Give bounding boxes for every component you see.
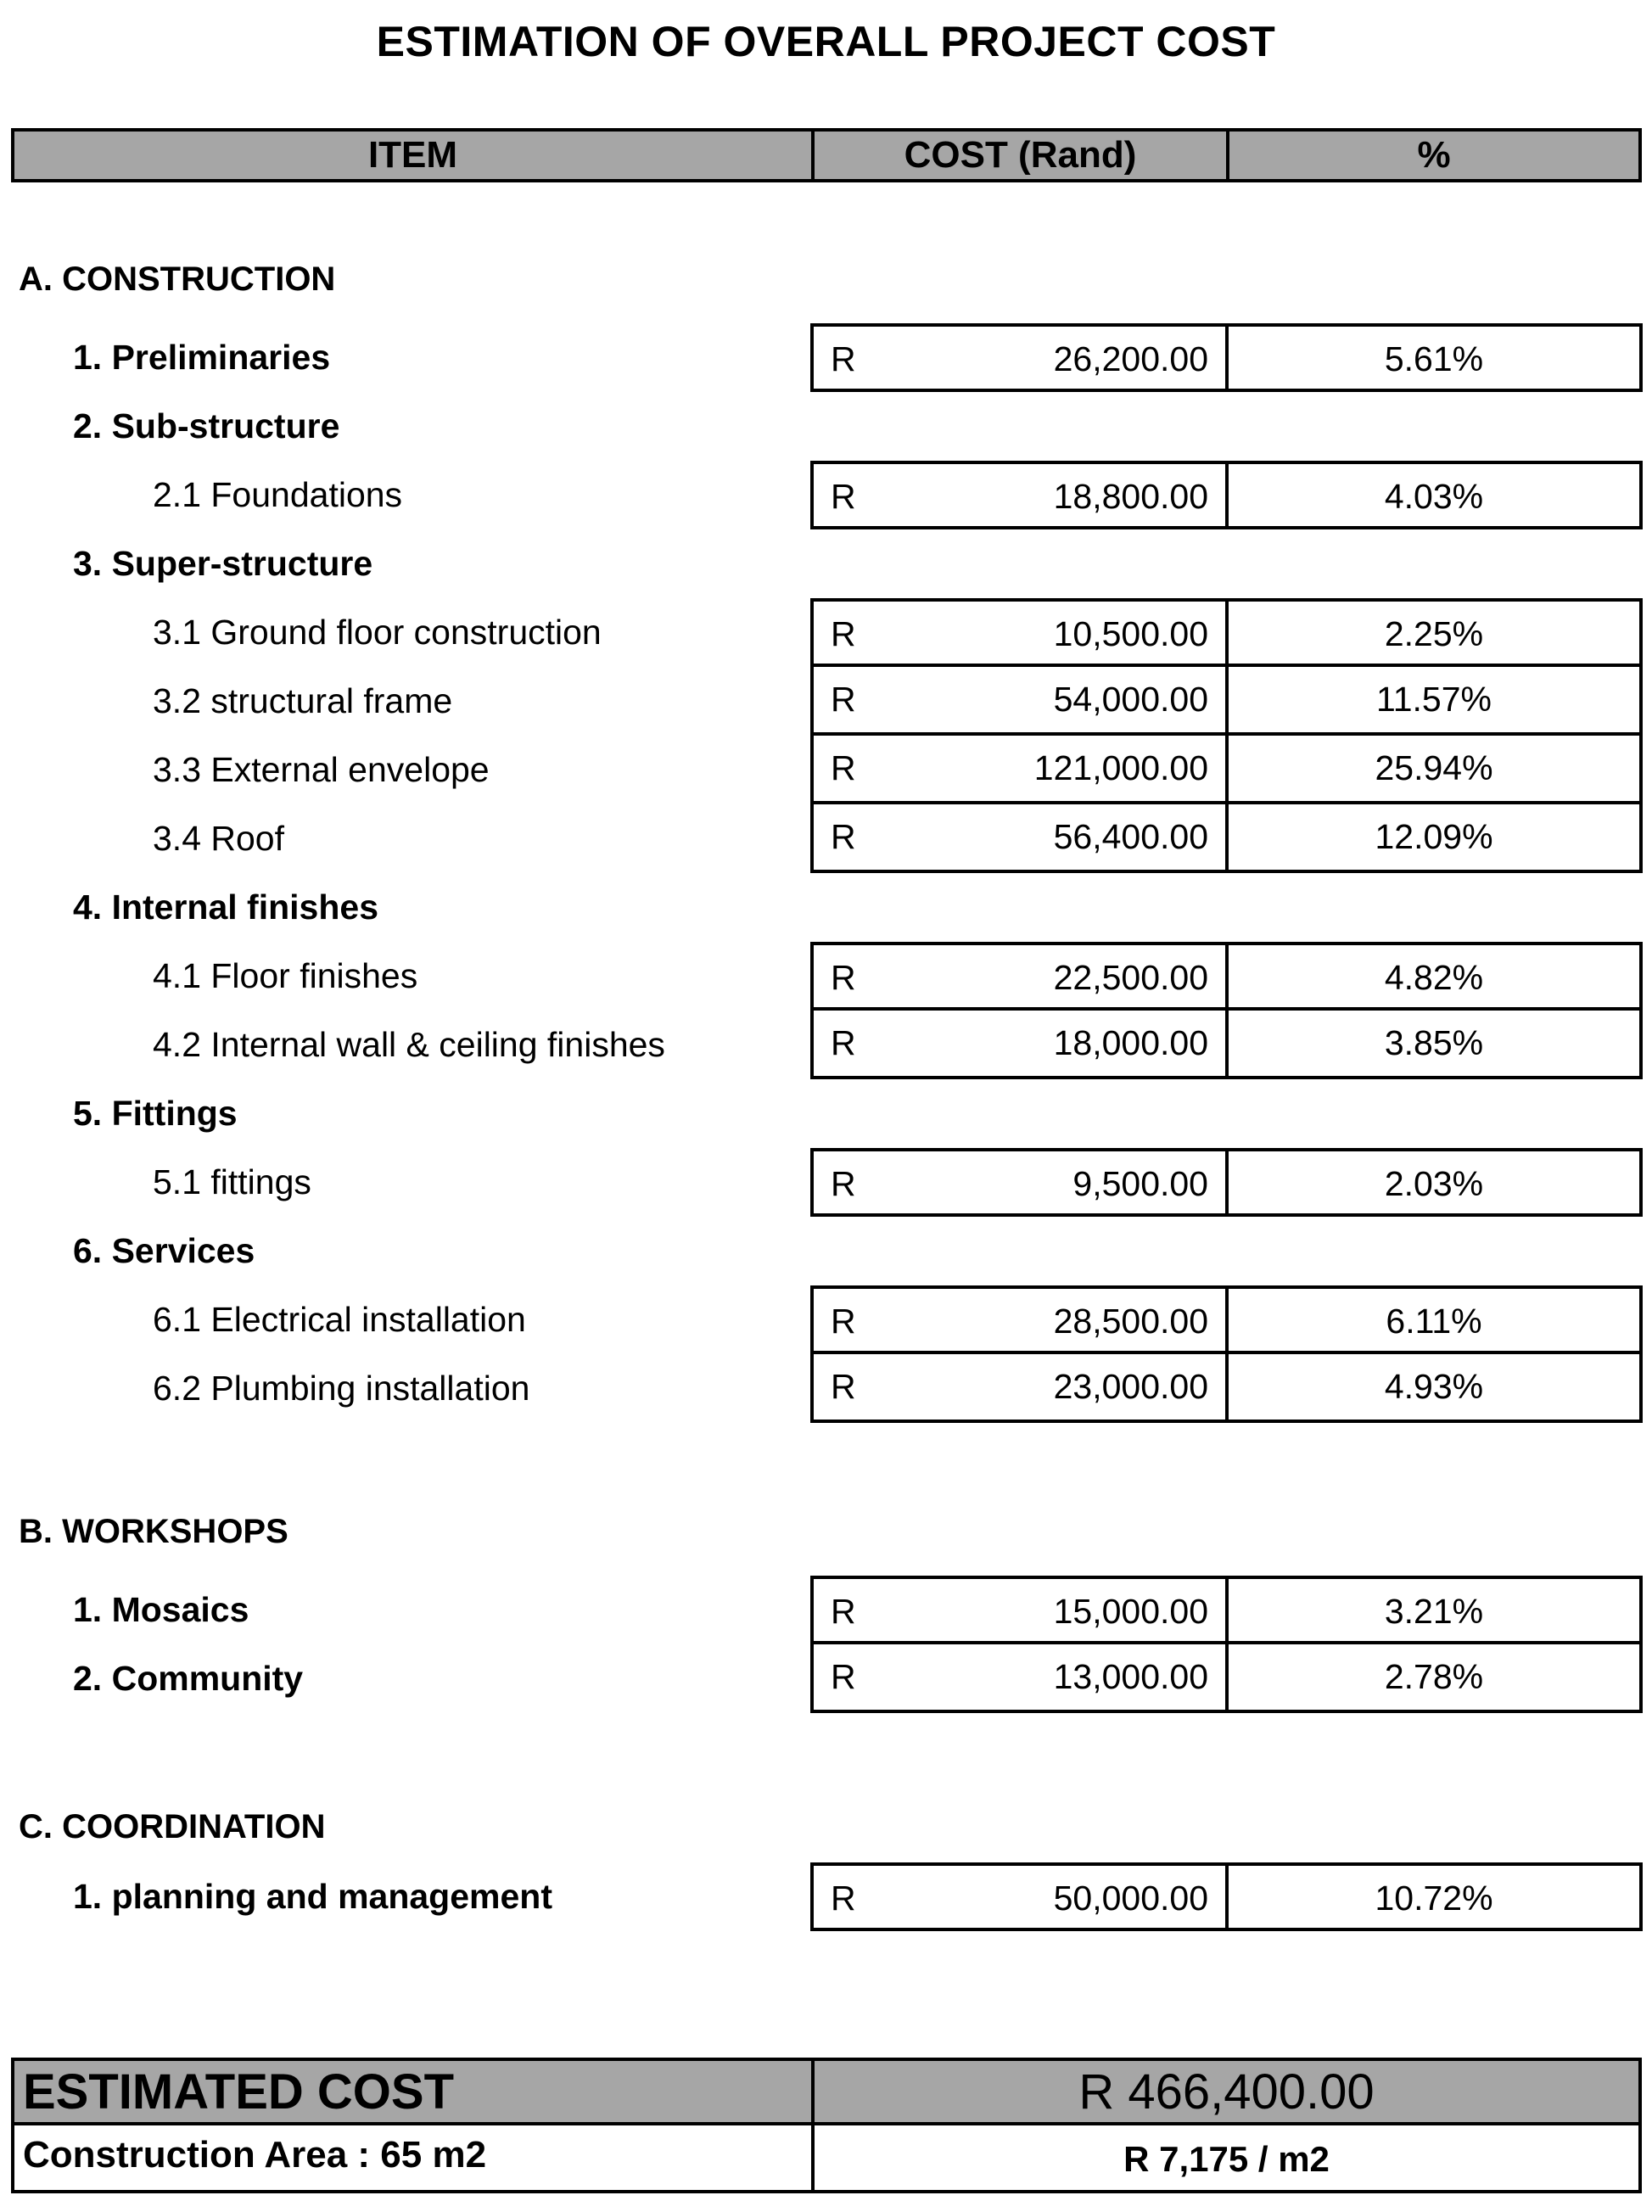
percent-value: 25.94%: [1375, 748, 1493, 787]
currency-symbol: R: [831, 1367, 856, 1406]
table-row: [0, 461, 1652, 529]
table-row: [0, 529, 1652, 598]
percent-value: 2.78%: [1384, 1657, 1484, 1696]
row-values: [810, 323, 1643, 392]
row-values: [810, 804, 1643, 873]
table-row: [0, 804, 1652, 873]
cost-value: 54,000.00: [1053, 680, 1208, 719]
currency-symbol: R: [831, 817, 856, 856]
table-row: [0, 736, 1652, 804]
row-label: 4. Internal finishes: [73, 888, 378, 927]
percent-value: 10.72%: [1375, 1879, 1493, 1918]
cost-cell: [814, 1866, 1229, 1928]
estimated-cost-row: [11, 2058, 1642, 2125]
percent-value: 4.93%: [1384, 1367, 1484, 1406]
cost-cell: [814, 945, 1229, 1007]
row-values: [810, 598, 1643, 667]
table-row: [0, 942, 1652, 1011]
cost-cell: [814, 1644, 1229, 1710]
section-heading: A. CONSTRUCTION: [19, 260, 336, 298]
cost-value: 121,000.00: [1033, 748, 1208, 787]
cost-value: 18,000.00: [1053, 1023, 1208, 1062]
table-row: [0, 1285, 1652, 1354]
cost-cell: [814, 1011, 1229, 1076]
currency-symbol: R: [831, 339, 856, 378]
row-label: 3. Super-structure: [73, 544, 373, 583]
percent-value: 2.25%: [1384, 614, 1484, 653]
table-header: [11, 128, 1642, 182]
row-values: [810, 461, 1643, 529]
cost-value: 26,200.00: [1053, 339, 1208, 378]
cost-cell: [814, 602, 1229, 664]
cost-cell: [814, 804, 1229, 870]
table-row: [0, 1576, 1652, 1644]
cost-value: 18,800.00: [1053, 477, 1208, 516]
table-row: [0, 1217, 1652, 1285]
row-values: [810, 1354, 1643, 1423]
row-label: 1. Mosaics: [73, 1590, 249, 1629]
table-row: [0, 323, 1652, 392]
cost-cell: [814, 1354, 1229, 1420]
cost-value: 56,400.00: [1053, 817, 1208, 856]
row-values: [810, 1576, 1643, 1644]
row-values: [810, 1285, 1643, 1354]
header-item: ITEM: [14, 132, 815, 179]
cost-cell: [814, 464, 1229, 526]
table-row: [0, 1011, 1652, 1079]
row-label: 3.2 structural frame: [153, 681, 453, 720]
construction-area-label: Construction Area : 65 m2: [14, 2125, 815, 2190]
section-heading: B. WORKSHOPS: [19, 1513, 288, 1550]
currency-symbol: R: [831, 1302, 856, 1341]
table-row: [0, 1148, 1652, 1217]
currency-symbol: R: [831, 958, 856, 997]
estimated-cost-label: ESTIMATED COST: [14, 2061, 815, 2122]
header-percent: %: [1417, 134, 1451, 176]
table-row: [0, 1644, 1652, 1713]
row-label: 2.1 Foundations: [153, 475, 403, 514]
cost-cell: [814, 667, 1229, 732]
row-values: [810, 1644, 1643, 1713]
row-label: 6. Services: [73, 1231, 255, 1270]
cost-cell: [814, 1289, 1229, 1351]
percent-value: 11.57%: [1375, 680, 1492, 719]
construction-area-row: [11, 2125, 1642, 2193]
table-row: [0, 1354, 1652, 1423]
table-row: [0, 392, 1652, 461]
cost-value: 10,500.00: [1053, 614, 1208, 653]
percent-value: 4.03%: [1384, 477, 1484, 516]
row-label: 6.2 Plumbing installation: [153, 1369, 530, 1408]
row-values: [810, 942, 1643, 1011]
cost-value: 13,000.00: [1053, 1657, 1208, 1696]
row-label: 5.1 fittings: [153, 1162, 311, 1201]
row-label: 3.1 Ground floor construction: [153, 613, 602, 652]
row-label: 4.1 Floor finishes: [153, 956, 418, 995]
row-label: 1. Preliminaries: [73, 338, 331, 377]
page-title: ESTIMATION OF OVERALL PROJECT COST: [376, 18, 1276, 65]
currency-symbol: R: [831, 1592, 856, 1631]
cost-cell: [814, 736, 1229, 801]
table-row: [0, 873, 1652, 942]
percent-value: 3.85%: [1384, 1023, 1484, 1062]
cost-cell: [814, 1579, 1229, 1641]
currency-symbol: R: [831, 680, 856, 719]
row-label: 3.4 Roof: [153, 819, 284, 858]
currency-symbol: R: [831, 1657, 856, 1696]
row-label: 6.1 Electrical installation: [153, 1300, 526, 1339]
currency-symbol: R: [831, 477, 856, 516]
cost-cell: [814, 327, 1229, 389]
cost-value: 28,500.00: [1053, 1302, 1208, 1341]
cost-value: 22,500.00: [1053, 958, 1208, 997]
cost-value: 50,000.00: [1053, 1879, 1208, 1918]
cost-value: 23,000.00: [1053, 1367, 1208, 1406]
percent-value: 4.82%: [1384, 958, 1484, 997]
currency-symbol: R: [831, 748, 856, 787]
row-label: 4.2 Internal wall & ceiling finishes: [153, 1025, 665, 1064]
row-label: 5. Fittings: [73, 1094, 238, 1133]
row-label: 2. Sub-structure: [73, 406, 340, 445]
estimated-cost-value: R 466,400.00: [1078, 2064, 1375, 2120]
percent-value: 12.09%: [1375, 817, 1493, 856]
row-label: 2. Community: [73, 1659, 304, 1698]
row-label: 3.3 External envelope: [153, 750, 490, 789]
percent-value: 2.03%: [1384, 1164, 1484, 1203]
row-values: [810, 667, 1643, 736]
row-values: [810, 1862, 1643, 1931]
cost-value: 9,500.00: [1072, 1164, 1208, 1203]
percent-value: 6.11%: [1386, 1302, 1482, 1341]
table-row: [0, 1079, 1652, 1148]
percent-value: 5.61%: [1384, 339, 1484, 378]
row-label: 1. planning and management: [73, 1877, 552, 1916]
currency-symbol: R: [831, 1023, 856, 1062]
currency-symbol: R: [831, 1879, 856, 1918]
table-row: [0, 598, 1652, 667]
row-values: [810, 1011, 1643, 1079]
row-values: [810, 736, 1643, 804]
percent-value: 3.21%: [1384, 1592, 1484, 1631]
cost-per-m2-value: R 7,175 / m2: [1123, 2139, 1330, 2179]
section-heading: C. COORDINATION: [19, 1808, 326, 1845]
cost-value: 15,000.00: [1053, 1592, 1208, 1631]
cost-cell: [814, 1151, 1229, 1213]
header-cost: COST (Rand): [815, 132, 1229, 179]
row-values: [810, 1148, 1643, 1217]
table-row: [0, 1862, 1652, 1931]
table-row: [0, 667, 1652, 736]
currency-symbol: R: [831, 614, 856, 653]
currency-symbol: R: [831, 1164, 856, 1203]
